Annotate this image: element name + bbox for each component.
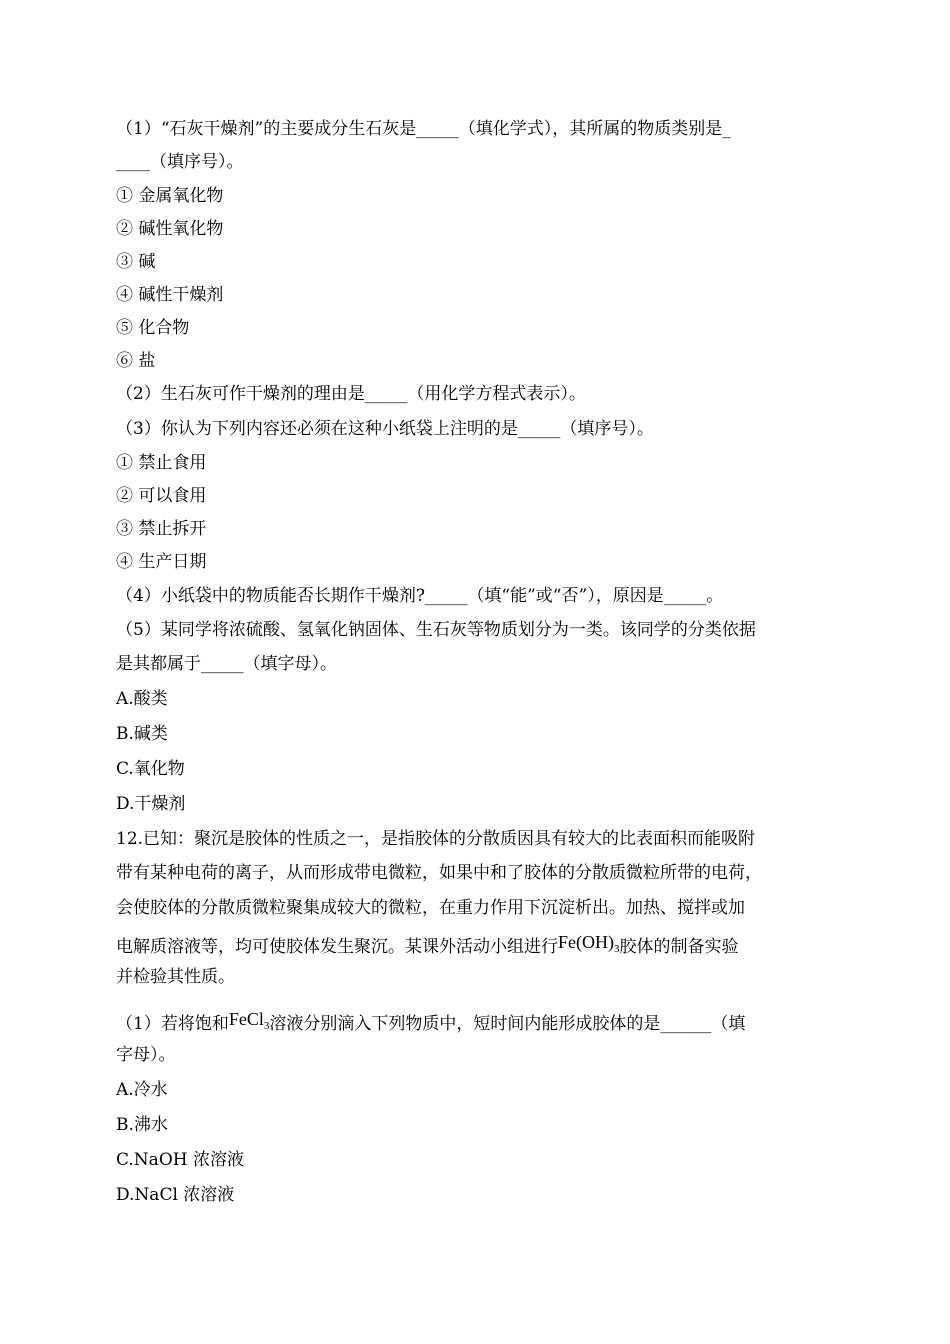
q11-part1-option: ⑤ 化合物 (116, 318, 190, 338)
q11-part1-option: ① 金属氧化物 (116, 186, 224, 206)
fe-oh-formula-main: Fe(OH) (558, 932, 614, 952)
q11-part1-option: ③ 碱 (116, 252, 156, 272)
q11-part2: （2）生石灰可作干燥剂的理由是_____（用化学方程式表示）。 (116, 384, 586, 404)
q11-part5-line1: （5）某同学将浓硫酸、氢氧化钠固体、生石灰等物质划分为一类。该同学的分类依据 (116, 620, 756, 640)
q12-part1-line2: 字母）。 (116, 1045, 176, 1065)
q11-part3-option: ④ 生产日期 (116, 552, 207, 572)
q12-part1-line1 (116, 1008, 745, 1037)
q11-part5-option: D.干燥剂 (116, 794, 186, 814)
q12-part1-option: C.NaOH 浓溶液 (116, 1150, 244, 1170)
fe-oh-3-formula (558, 932, 620, 955)
q12-intro-line5: 并检验其性质。 (116, 967, 235, 987)
q11-part1-line2: ____（填序号）。 (116, 152, 244, 172)
q11-part5-option: A.酸类 (116, 689, 168, 709)
q11-part1-option: ② 碱性氧化物 (116, 219, 224, 239)
q12-intro-line3: 会使胶体的分散质微粒聚集成较大的微粒，在重力作用下沉淀析出。加热、搅拌或加 (116, 898, 745, 918)
q12-intro-line4 (116, 931, 739, 960)
q12-intro-line2: 带有某种电荷的离子，从而形成带电微粒，如果中和了胶体的分散质微粒所带的电荷， (116, 863, 762, 883)
q11-part5-line2: 是其都属于_____（填字母）。 (116, 654, 337, 674)
q11-part1-option: ④ 碱性干燥剂 (116, 285, 224, 305)
fecl3-formula (228, 1009, 270, 1032)
q11-part3-option: ③ 禁止拆开 (116, 519, 207, 539)
q12-part1-option: D.NaCl 浓溶液 (116, 1185, 235, 1205)
q11-part3-option: ② 可以食用 (116, 486, 207, 506)
q12-part1-text: （1）若将饱和 (116, 1014, 229, 1034)
q12-intro-line1: 12.已知：聚沉是胶体的性质之一，是指胶体的分散质因具有较大的比表面积而能吸附 (116, 829, 756, 849)
q11-part5-option: B.碱类 (116, 724, 168, 744)
q11-part1-line1: （1）“石灰干燥剂”的主要成分生石灰是_____（填化学式），其所属的物质类别是_ (116, 119, 731, 139)
q12-intro-line4-text: 电解质溶液等，均可使胶体发生聚沉。某课外活动小组进行 (116, 937, 558, 957)
q12-part1-text-end: 溶液分别滴入下列物质中，短时间内能形成胶体的是______（填 (269, 1014, 746, 1034)
q11-part4: （4）小纸袋中的物质能否长期作干燥剂?_____（填“能”或“否”），原因是_____。 (116, 586, 724, 606)
fe-oh-formula-subscript: 3 (614, 943, 620, 955)
q12-part1-option: B.沸水 (116, 1115, 168, 1135)
q11-part5-option: C.氧化物 (116, 759, 185, 779)
fecl-formula-main: FeCl (228, 1009, 264, 1029)
q12-part1-option: A.冷水 (116, 1080, 168, 1100)
q11-part3-option: ① 禁止食用 (116, 453, 207, 473)
q12-intro-line4-text-end: 胶体的制备实验 (619, 937, 739, 957)
q11-part1-option: ⑥ 盐 (116, 351, 156, 371)
q11-part3: （3）你认为下列内容还必须在这种小纸袋上注明的是_____（填序号）。 (116, 419, 654, 439)
fecl-formula-subscript: 3 (263, 1020, 270, 1032)
